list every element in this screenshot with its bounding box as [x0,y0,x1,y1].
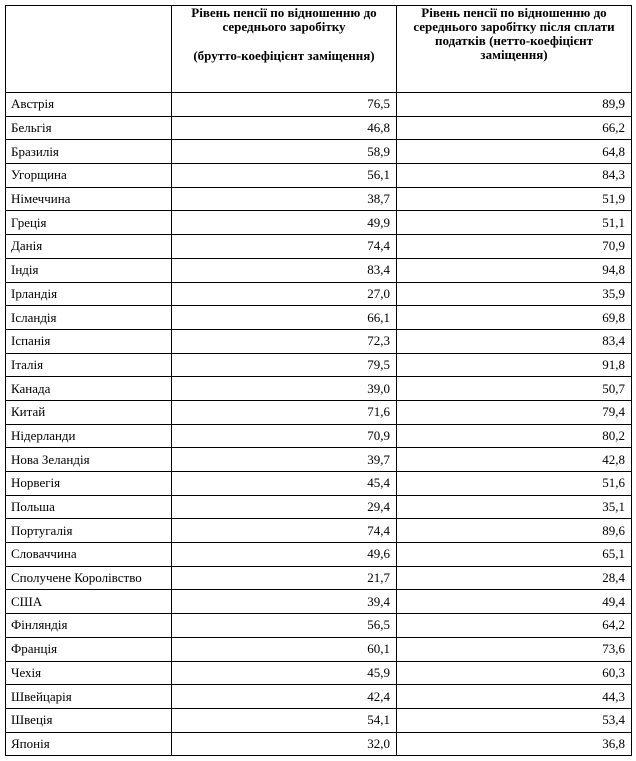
net-rate-cell: 83,4 [397,329,632,353]
gross-rate-cell: 72,3 [172,329,397,353]
net-rate-cell: 50,7 [397,377,632,401]
country-cell: Португалія [6,519,172,543]
net-rate-cell: 66,2 [397,116,632,140]
table-row [6,377,632,401]
table-row [6,306,632,330]
gross-rate-cell: 76,5 [172,93,397,117]
country-cell: Японія [6,732,172,756]
table-body [6,93,632,756]
net-rate-cell: 51,9 [397,187,632,211]
table-row [6,590,632,614]
net-rate-cell: 79,4 [397,400,632,424]
country-cell: Швейцарія [6,685,172,709]
country-cell: Норвегія [6,472,172,496]
gross-rate-cell: 45,4 [172,472,397,496]
country-cell: Швеція [6,708,172,732]
header-gross-title: Рівень пенсії по відношенню до середнього заробітку [191,5,377,34]
net-rate-cell: 53,4 [397,708,632,732]
gross-rate-cell: 21,7 [172,566,397,590]
header-country [6,6,172,93]
table-row [6,519,632,543]
gross-rate-cell: 74,4 [172,519,397,543]
gross-rate-cell: 56,5 [172,614,397,638]
gross-rate-cell: 46,8 [172,116,397,140]
country-cell: Бразилія [6,140,172,164]
table-row [6,472,632,496]
table-row [6,235,632,259]
net-rate-cell: 28,4 [397,566,632,590]
pension-replacement-table [5,5,632,756]
net-rate-cell: 44,3 [397,685,632,709]
country-cell: Італія [6,353,172,377]
table-row [6,353,632,377]
country-cell: Ірландія [6,282,172,306]
country-cell: Німеччина [6,187,172,211]
gross-rate-cell: 32,0 [172,732,397,756]
net-rate-cell: 65,1 [397,543,632,567]
gross-rate-cell: 54,1 [172,708,397,732]
net-rate-cell: 89,9 [397,93,632,117]
table-row [6,187,632,211]
net-rate-cell: 69,8 [397,306,632,330]
country-cell: Ісландія [6,306,172,330]
country-cell: Угорщина [6,164,172,188]
net-rate-cell: 49,4 [397,590,632,614]
country-cell: Польша [6,495,172,519]
gross-rate-cell: 70,9 [172,424,397,448]
table-row [6,329,632,353]
table-row [6,448,632,472]
net-rate-cell: 42,8 [397,448,632,472]
table-row [6,140,632,164]
country-cell: Фінляндія [6,614,172,638]
gross-rate-cell: 66,1 [172,306,397,330]
gross-rate-cell: 60,1 [172,637,397,661]
country-cell: Австрія [6,93,172,117]
country-cell: Греція [6,211,172,235]
country-cell: Індія [6,258,172,282]
net-rate-cell: 51,6 [397,472,632,496]
gross-rate-cell: 71,6 [172,400,397,424]
table-row [6,566,632,590]
net-rate-cell: 51,1 [397,211,632,235]
table-row [6,708,632,732]
table-row [6,495,632,519]
country-cell: Франція [6,637,172,661]
gross-rate-cell: 58,9 [172,140,397,164]
gross-rate-cell: 45,9 [172,661,397,685]
gross-rate-cell: 49,9 [172,211,397,235]
gross-rate-cell: 39,0 [172,377,397,401]
country-cell: Чехія [6,661,172,685]
table-row [6,424,632,448]
net-rate-cell: 36,8 [397,732,632,756]
net-rate-cell: 84,3 [397,164,632,188]
country-cell: Бельгія [6,116,172,140]
table-row [6,93,632,117]
gross-rate-cell: 74,4 [172,235,397,259]
gross-rate-cell: 79,5 [172,353,397,377]
gross-rate-cell: 27,0 [172,282,397,306]
country-cell: Сполучене Королівство [6,566,172,590]
gross-rate-cell: 29,4 [172,495,397,519]
table-row [6,637,632,661]
net-rate-cell: 80,2 [397,424,632,448]
table-row [6,732,632,756]
table-row [6,282,632,306]
table-row [6,685,632,709]
country-cell: Канада [6,377,172,401]
country-cell: Словаччина [6,543,172,567]
table-row [6,400,632,424]
table-row [6,543,632,567]
net-rate-cell: 64,8 [397,140,632,164]
net-rate-cell: 73,6 [397,637,632,661]
header-gross-subtitle: (брутто-коефіцієнт заміщення) [193,48,375,63]
net-rate-cell: 89,6 [397,519,632,543]
gross-rate-cell: 39,7 [172,448,397,472]
gross-rate-cell: 39,4 [172,590,397,614]
table-row [6,164,632,188]
net-rate-cell: 60,3 [397,661,632,685]
net-rate-cell: 64,2 [397,614,632,638]
country-cell: Іспанія [6,329,172,353]
table-row [6,614,632,638]
country-cell: Нідерланди [6,424,172,448]
table-row [6,116,632,140]
net-rate-cell: 94,8 [397,258,632,282]
net-rate-cell: 35,9 [397,282,632,306]
table-header [6,6,632,93]
header-row [6,6,632,93]
gross-rate-cell: 42,4 [172,685,397,709]
gross-rate-cell: 56,1 [172,164,397,188]
gross-rate-cell: 49,6 [172,543,397,567]
table-row [6,661,632,685]
gross-rate-cell: 83,4 [172,258,397,282]
net-rate-cell: 35,1 [397,495,632,519]
gross-rate-cell: 38,7 [172,187,397,211]
country-cell: Данія [6,235,172,259]
country-cell: Нова Зеландія [6,448,172,472]
country-cell: Китай [6,400,172,424]
header-net: Рівень пенсії по відношенню до середнього заробітку після сплати податків (нетто-коефіцієнт заміщення) [397,6,632,93]
header-gross [172,6,397,93]
country-cell: США [6,590,172,614]
net-rate-cell: 70,9 [397,235,632,259]
table-row [6,211,632,235]
table-row [6,258,632,282]
net-rate-cell: 91,8 [397,353,632,377]
